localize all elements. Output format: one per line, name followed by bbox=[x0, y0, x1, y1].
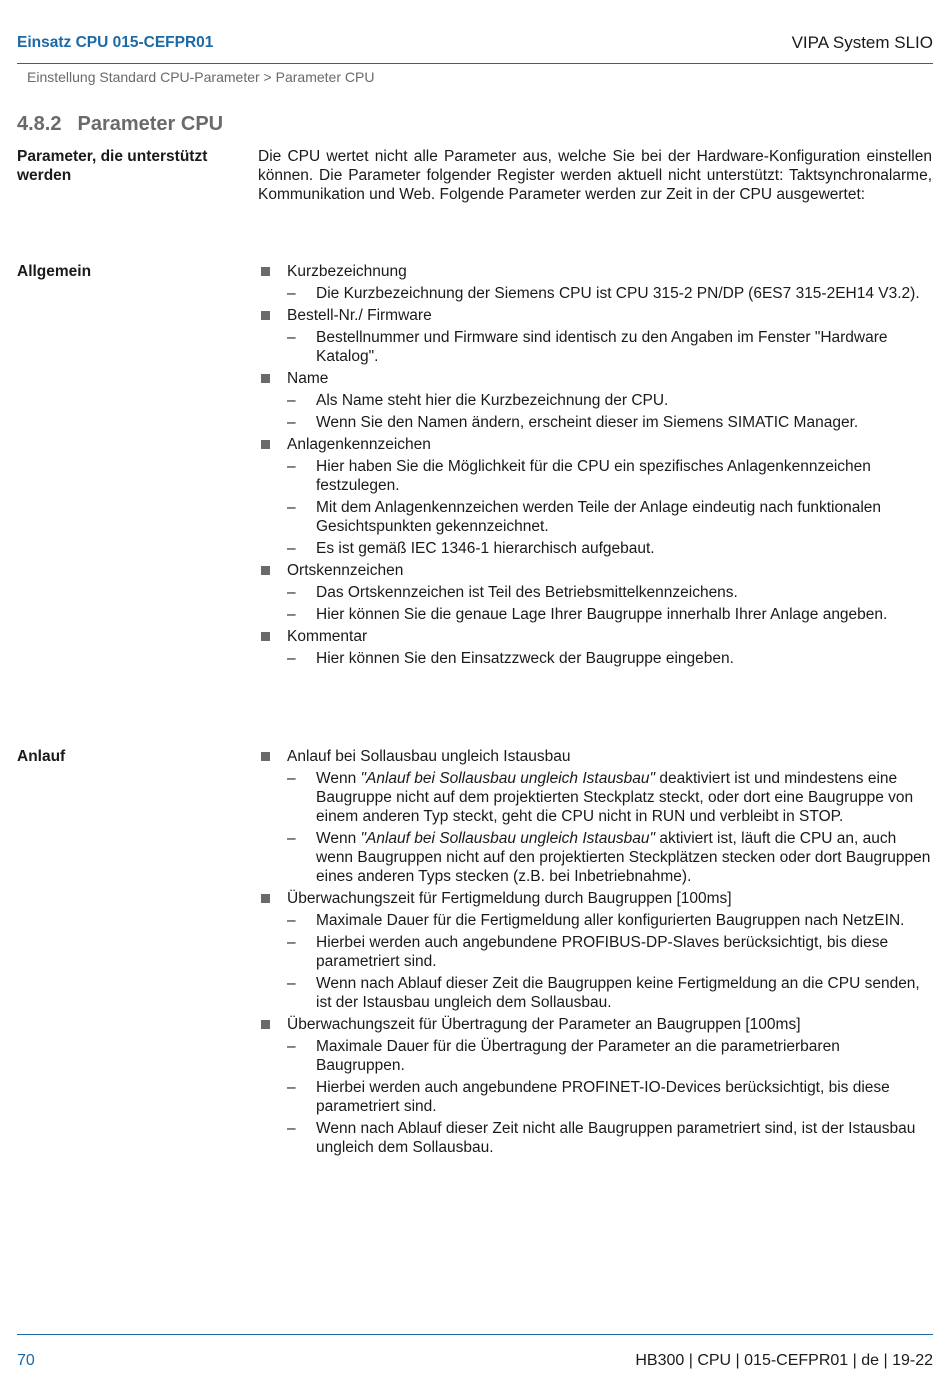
running-header-chapter: Einsatz CPU 015-CEFPR01 bbox=[17, 34, 214, 51]
section-title: Parameter CPU bbox=[77, 113, 224, 135]
list-item bbox=[258, 369, 932, 432]
list-item-title: Anlagenkennzeichen bbox=[287, 436, 431, 453]
dash-bullet: – bbox=[287, 1079, 296, 1096]
sub-list-item bbox=[287, 829, 932, 886]
sub-list bbox=[287, 1037, 932, 1157]
intro-paragraph: Die CPU wertet nicht alle Parameter aus, welche Sie bei der Hardware-Konfiguration einstellen können. Die Parameter folgender Register werden aktuell nicht unterstützt: Taktsynchronalarme, Kommunikation und Web. Folgende Parameter werden zur Zeit in der CPU ausgewertet: bbox=[258, 148, 932, 203]
sub-item-text: Die Kurzbezeichnung der Siemens CPU ist CPU 315-2 PN/DP (6ES7 315-2EH14 V3.2). bbox=[316, 285, 920, 302]
list-item-title: Überwachungszeit für Übertragung der Parameter an Baugruppen [100ms] bbox=[287, 1016, 801, 1033]
square-bullet-icon bbox=[261, 440, 270, 449]
dash-bullet: – bbox=[287, 1120, 296, 1137]
sub-list-item bbox=[287, 933, 932, 971]
list-item-title: Kurzbezeichnung bbox=[287, 263, 407, 280]
square-bullet-icon bbox=[261, 566, 270, 575]
list-item-title: Kommentar bbox=[287, 628, 368, 645]
dash-bullet: – bbox=[287, 329, 296, 346]
sub-list-item bbox=[287, 911, 932, 930]
square-bullet-icon bbox=[261, 752, 270, 761]
sub-item-text: Wenn bbox=[316, 830, 361, 847]
list-item bbox=[258, 435, 932, 558]
sub-item-text: Hier können Sie die genaue Lage Ihrer Baugruppe innerhalb Ihrer Anlage angeben. bbox=[316, 606, 888, 623]
anlauf-list-wrapper bbox=[258, 747, 932, 1160]
label-anlauf: Anlauf bbox=[17, 748, 66, 765]
square-bullet-icon bbox=[261, 632, 270, 641]
sub-list bbox=[287, 328, 932, 366]
label-supported-parameters: Parameter, die unterstützt werden bbox=[17, 148, 208, 184]
list-item bbox=[258, 306, 932, 366]
anlauf-list bbox=[258, 747, 932, 1157]
dash-bullet: – bbox=[287, 650, 296, 667]
list-item bbox=[258, 1015, 932, 1157]
sub-list-item bbox=[287, 769, 932, 826]
list-item-title: Überwachungszeit für Fertigmeldung durch Baugruppen [100ms] bbox=[287, 890, 732, 907]
dash-bullet: – bbox=[287, 1038, 296, 1055]
sub-item-text: Hier haben Sie die Möglichkeit für die CPU ein spezifisches Anlagenkennzeichen festzulegen. bbox=[316, 458, 871, 494]
sub-item-text: Hierbei werden auch angebundene PROFIBUS-DP-Slaves berücksichtigt, bis diese parametriert sind. bbox=[316, 934, 889, 970]
sub-list bbox=[287, 284, 932, 303]
dash-bullet: – bbox=[287, 499, 296, 516]
dash-bullet: – bbox=[287, 770, 296, 787]
dash-bullet: – bbox=[287, 458, 296, 475]
square-bullet-icon bbox=[261, 894, 270, 903]
sub-list-item bbox=[287, 328, 932, 366]
square-bullet-icon bbox=[261, 267, 270, 276]
section-heading bbox=[17, 113, 223, 136]
list-item-title: Ortskennzeichen bbox=[287, 562, 404, 579]
dash-bullet: – bbox=[287, 975, 296, 992]
list-item bbox=[258, 262, 932, 303]
sub-item-text: aktiviert ist, läuft die CPU an, auch wenn Baugruppen nicht auf den projektierten Steckplätzen stecken oder dort Baugruppen eines anderen Typs stecken (z.B. bei Inbetriebnahme). bbox=[316, 830, 931, 885]
dash-bullet: – bbox=[287, 584, 296, 601]
sub-list bbox=[287, 457, 932, 558]
allgemein-list bbox=[258, 262, 932, 668]
dash-bullet: – bbox=[287, 912, 296, 929]
sub-item-text: Wenn bbox=[316, 770, 361, 787]
list-item-title: Bestell-Nr./ Firmware bbox=[287, 307, 432, 324]
sub-item-text: Wenn nach Ablauf dieser Zeit die Baugruppen keine Fertigmeldung an die CPU senden, ist der Istausbau ungleich dem Sollausbau. bbox=[316, 975, 920, 1011]
sub-item-text: Wenn nach Ablauf dieser Zeit nicht alle Baugruppen parametriert sind, ist der Istausbau ungleich dem Sollausbau. bbox=[316, 1120, 916, 1156]
list-item bbox=[258, 627, 932, 668]
sub-list-item bbox=[287, 649, 932, 668]
dash-bullet: – bbox=[287, 540, 296, 557]
sub-list bbox=[287, 911, 932, 1012]
header-divider bbox=[17, 63, 933, 64]
square-bullet-icon bbox=[261, 374, 270, 383]
label-allgemein: Allgemein bbox=[17, 263, 92, 280]
list-item bbox=[258, 889, 932, 1012]
allgemein-list-wrapper bbox=[258, 262, 932, 671]
sub-item-text: Bestellnummer und Firmware sind identisch zu den Angaben im Fenster "Hardware Katalog". bbox=[316, 329, 888, 365]
dash-bullet: – bbox=[287, 285, 296, 302]
list-item-title: Name bbox=[287, 370, 329, 387]
dash-bullet: – bbox=[287, 392, 296, 409]
footer-divider bbox=[17, 1334, 933, 1335]
sub-item-text: Hierbei werden auch angebundene PROFINET-IO-Devices berücksichtigt, bis diese parametriert sind. bbox=[316, 1079, 890, 1115]
sub-item-text: Mit dem Anlagenkennzeichen werden Teile der Anlage eindeutig nach funktionalen Gesichtspunkten gekennzeichnet. bbox=[316, 499, 882, 535]
sub-list bbox=[287, 769, 932, 886]
square-bullet-icon bbox=[261, 311, 270, 320]
square-bullet-icon bbox=[261, 1020, 270, 1029]
page-number: 70 bbox=[17, 1352, 35, 1369]
list-item bbox=[258, 561, 932, 624]
running-header-product: VIPA System SLIO bbox=[791, 33, 933, 52]
sub-list-item bbox=[287, 583, 932, 602]
section-number: 4.8.2 bbox=[17, 113, 62, 135]
dash-bullet: – bbox=[287, 606, 296, 623]
sub-list-item bbox=[287, 1078, 932, 1116]
breadcrumb: Einstellung Standard CPU-Parameter > Parameter CPU bbox=[27, 69, 375, 85]
sub-list bbox=[287, 391, 932, 432]
sub-item-text: Es ist gemäß IEC 1346-1 hierarchisch aufgebaut. bbox=[316, 540, 655, 557]
dash-bullet: – bbox=[287, 830, 296, 847]
sub-item-text: Wenn Sie den Namen ändern, erscheint dieser im Siemens SIMATIC Manager. bbox=[316, 414, 859, 431]
sub-list-item bbox=[287, 457, 932, 495]
list-item bbox=[258, 747, 932, 886]
dash-bullet: – bbox=[287, 414, 296, 431]
sub-list bbox=[287, 649, 932, 668]
sub-item-text: Maximale Dauer für die Übertragung der Parameter an die parametrierbaren Baugruppen. bbox=[316, 1038, 840, 1074]
sub-item-text: deaktiviert ist und mindestens eine Baugruppe nicht auf dem projektierten Steckplatz steckt, oder dort eine Baugruppe von einem anderen Typ steckt, geht die CPU nicht in RUN und verbleibt in STOP. bbox=[316, 770, 914, 825]
sub-item-text: Das Ortskennzeichen ist Teil des Betriebsmittelkennzeichens. bbox=[316, 584, 738, 601]
dash-bullet: – bbox=[287, 934, 296, 951]
sub-list-item bbox=[287, 605, 932, 624]
sub-list-item bbox=[287, 391, 932, 410]
sub-item-text: Als Name steht hier die Kurzbezeichnung der CPU. bbox=[316, 392, 669, 409]
document-id: HB300 | CPU | 015-CEFPR01 | de | 19-22 bbox=[635, 1352, 933, 1369]
sub-list-item bbox=[287, 539, 932, 558]
sub-list bbox=[287, 583, 932, 624]
option-name: "Anlauf bei Sollausbau ungleich Istausbau" bbox=[360, 830, 656, 847]
option-name: "Anlauf bei Sollausbau ungleich Istausbau" bbox=[360, 770, 656, 787]
sub-item-text: Maximale Dauer für die Fertigmeldung aller konfigurierten Baugruppen nach NetzEIN. bbox=[316, 912, 905, 929]
sub-list-item bbox=[287, 498, 932, 536]
list-item-title: Anlauf bei Sollausbau ungleich Istausbau bbox=[287, 748, 571, 765]
sub-item-text: Hier können Sie den Einsatzzweck der Baugruppe eingeben. bbox=[316, 650, 734, 667]
sub-list-item bbox=[287, 413, 932, 432]
sub-list-item bbox=[287, 1037, 932, 1075]
sub-list-item bbox=[287, 1119, 932, 1157]
sub-list-item bbox=[287, 974, 932, 1012]
sub-list-item bbox=[287, 284, 932, 303]
